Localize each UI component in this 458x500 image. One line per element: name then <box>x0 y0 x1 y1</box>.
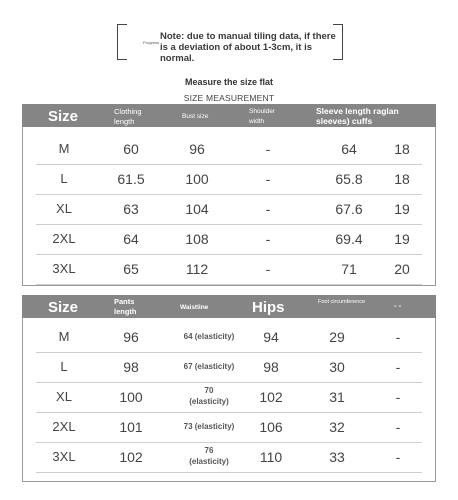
pants-cell: 96 <box>123 329 139 345</box>
length-cell: 63 <box>123 201 139 217</box>
table-row <box>36 195 422 225</box>
pants-cell: 102 <box>119 449 143 465</box>
extra-cell: - <box>395 419 401 435</box>
cuffs-cell: 19 <box>394 201 410 217</box>
header-hips: Hips <box>252 299 285 316</box>
size-measurement-caption: SIZE MEASUREMENT <box>183 93 275 103</box>
waist-cell: 67 (elasticity) <box>183 362 235 371</box>
top-table-header <box>22 104 436 127</box>
table-row <box>36 353 422 383</box>
size-cell: M <box>58 141 70 156</box>
top-size-table <box>22 104 436 286</box>
table-row <box>36 383 422 413</box>
sleeve-cell: 64 <box>341 141 357 157</box>
table-row <box>36 255 422 285</box>
header-bust: Bust size <box>182 113 209 120</box>
header-shoulder: Shoulder width <box>249 108 276 125</box>
size-cell: XL <box>56 389 72 404</box>
pants-cell: 100 <box>119 389 143 405</box>
size-cell: 2XL <box>52 419 76 434</box>
size-cell: 3XL <box>52 261 76 276</box>
bust-cell: 112 <box>185 261 209 277</box>
cuffs-cell: 20 <box>394 261 410 277</box>
table-row <box>36 165 422 195</box>
size-cell: L <box>60 171 68 186</box>
pants-cell: 101 <box>119 419 143 435</box>
hips-cell: 110 <box>259 449 283 465</box>
header-clothing-length: Clothing length <box>114 107 142 126</box>
shoulder-cell: - <box>265 201 271 217</box>
sleeve-cell: 65.8 <box>335 171 363 187</box>
table-row <box>36 443 422 473</box>
measure-flat-caption: Measure the size flat <box>184 77 274 87</box>
header-sleeve: Sleeve length raglan sleeves) cuffs <box>316 106 399 126</box>
size-cell: XL <box>56 201 72 216</box>
cuffs-cell: 18 <box>394 171 410 187</box>
sleeve-cell: 71 <box>341 261 357 277</box>
bust-cell: 108 <box>185 231 209 247</box>
size-cell: 3XL <box>52 449 76 464</box>
extra-cell: - <box>395 329 401 345</box>
bottom-table-header <box>22 295 436 318</box>
waist-cell <box>164 385 254 407</box>
shoulder-cell: - <box>265 231 271 247</box>
header-extra: - - <box>394 301 402 310</box>
waist-note: (elasticity) <box>189 397 229 406</box>
size-cell: M <box>58 329 70 344</box>
shoulder-cell: - <box>265 141 271 157</box>
length-cell: 60 <box>123 141 139 157</box>
extra-cell: - <box>395 389 401 405</box>
table-row <box>36 413 422 443</box>
size-cell: L <box>60 359 68 374</box>
bust-cell: 96 <box>189 141 205 157</box>
waist-cell <box>164 445 254 467</box>
table-row <box>36 225 422 255</box>
cuffs-cell: 18 <box>394 141 410 157</box>
bust-cell: 100 <box>185 171 209 187</box>
hips-cell: 94 <box>263 329 279 345</box>
shoulder-cell: - <box>265 261 271 277</box>
sleeve-cell: 69.4 <box>335 231 363 247</box>
bust-cell: 104 <box>185 201 209 217</box>
waist-value: 76 <box>204 446 214 455</box>
waist-cell: 73 (elasticity) <box>183 422 235 431</box>
header-waistline: Waistline <box>180 304 209 311</box>
table-row <box>36 323 422 353</box>
extra-cell: - <box>395 449 401 465</box>
waist-cell: 64 (elasticity) <box>183 332 235 341</box>
waist-note: (elasticity) <box>189 457 229 466</box>
cuffs-cell: 19 <box>394 231 410 247</box>
bottom-size-table <box>22 295 436 482</box>
header-pants-length: Pants length <box>114 297 137 316</box>
foot-cell: 31 <box>329 389 345 405</box>
extra-cell: - <box>395 359 401 375</box>
note-text: Note: due to manual tiling data, if there is a deviation of about 1-3cm, it is normal. <box>160 31 336 64</box>
pants-cell: 98 <box>123 359 139 375</box>
header-size: Size <box>48 299 79 316</box>
waist-value: 70 <box>204 386 214 395</box>
table-row <box>36 135 422 165</box>
foot-cell: 32 <box>329 419 345 435</box>
foot-cell: 29 <box>329 329 345 345</box>
shoulder-cell: - <box>265 171 271 187</box>
note-tag: Progress <box>143 40 160 45</box>
hips-cell: 98 <box>263 359 279 375</box>
length-cell: 65 <box>123 261 139 277</box>
hips-cell: 102 <box>259 389 283 405</box>
hips-cell: 106 <box>259 419 283 435</box>
header-foot: Foot circumference <box>318 299 366 305</box>
header-size: Size <box>48 108 79 125</box>
length-cell: 64 <box>123 231 139 247</box>
size-cell: 2XL <box>52 231 76 246</box>
foot-cell: 30 <box>329 359 345 375</box>
foot-cell: 33 <box>329 449 345 465</box>
sleeve-cell: 67.6 <box>335 201 363 217</box>
left-bracket <box>117 24 127 60</box>
length-cell: 61.5 <box>117 171 145 187</box>
